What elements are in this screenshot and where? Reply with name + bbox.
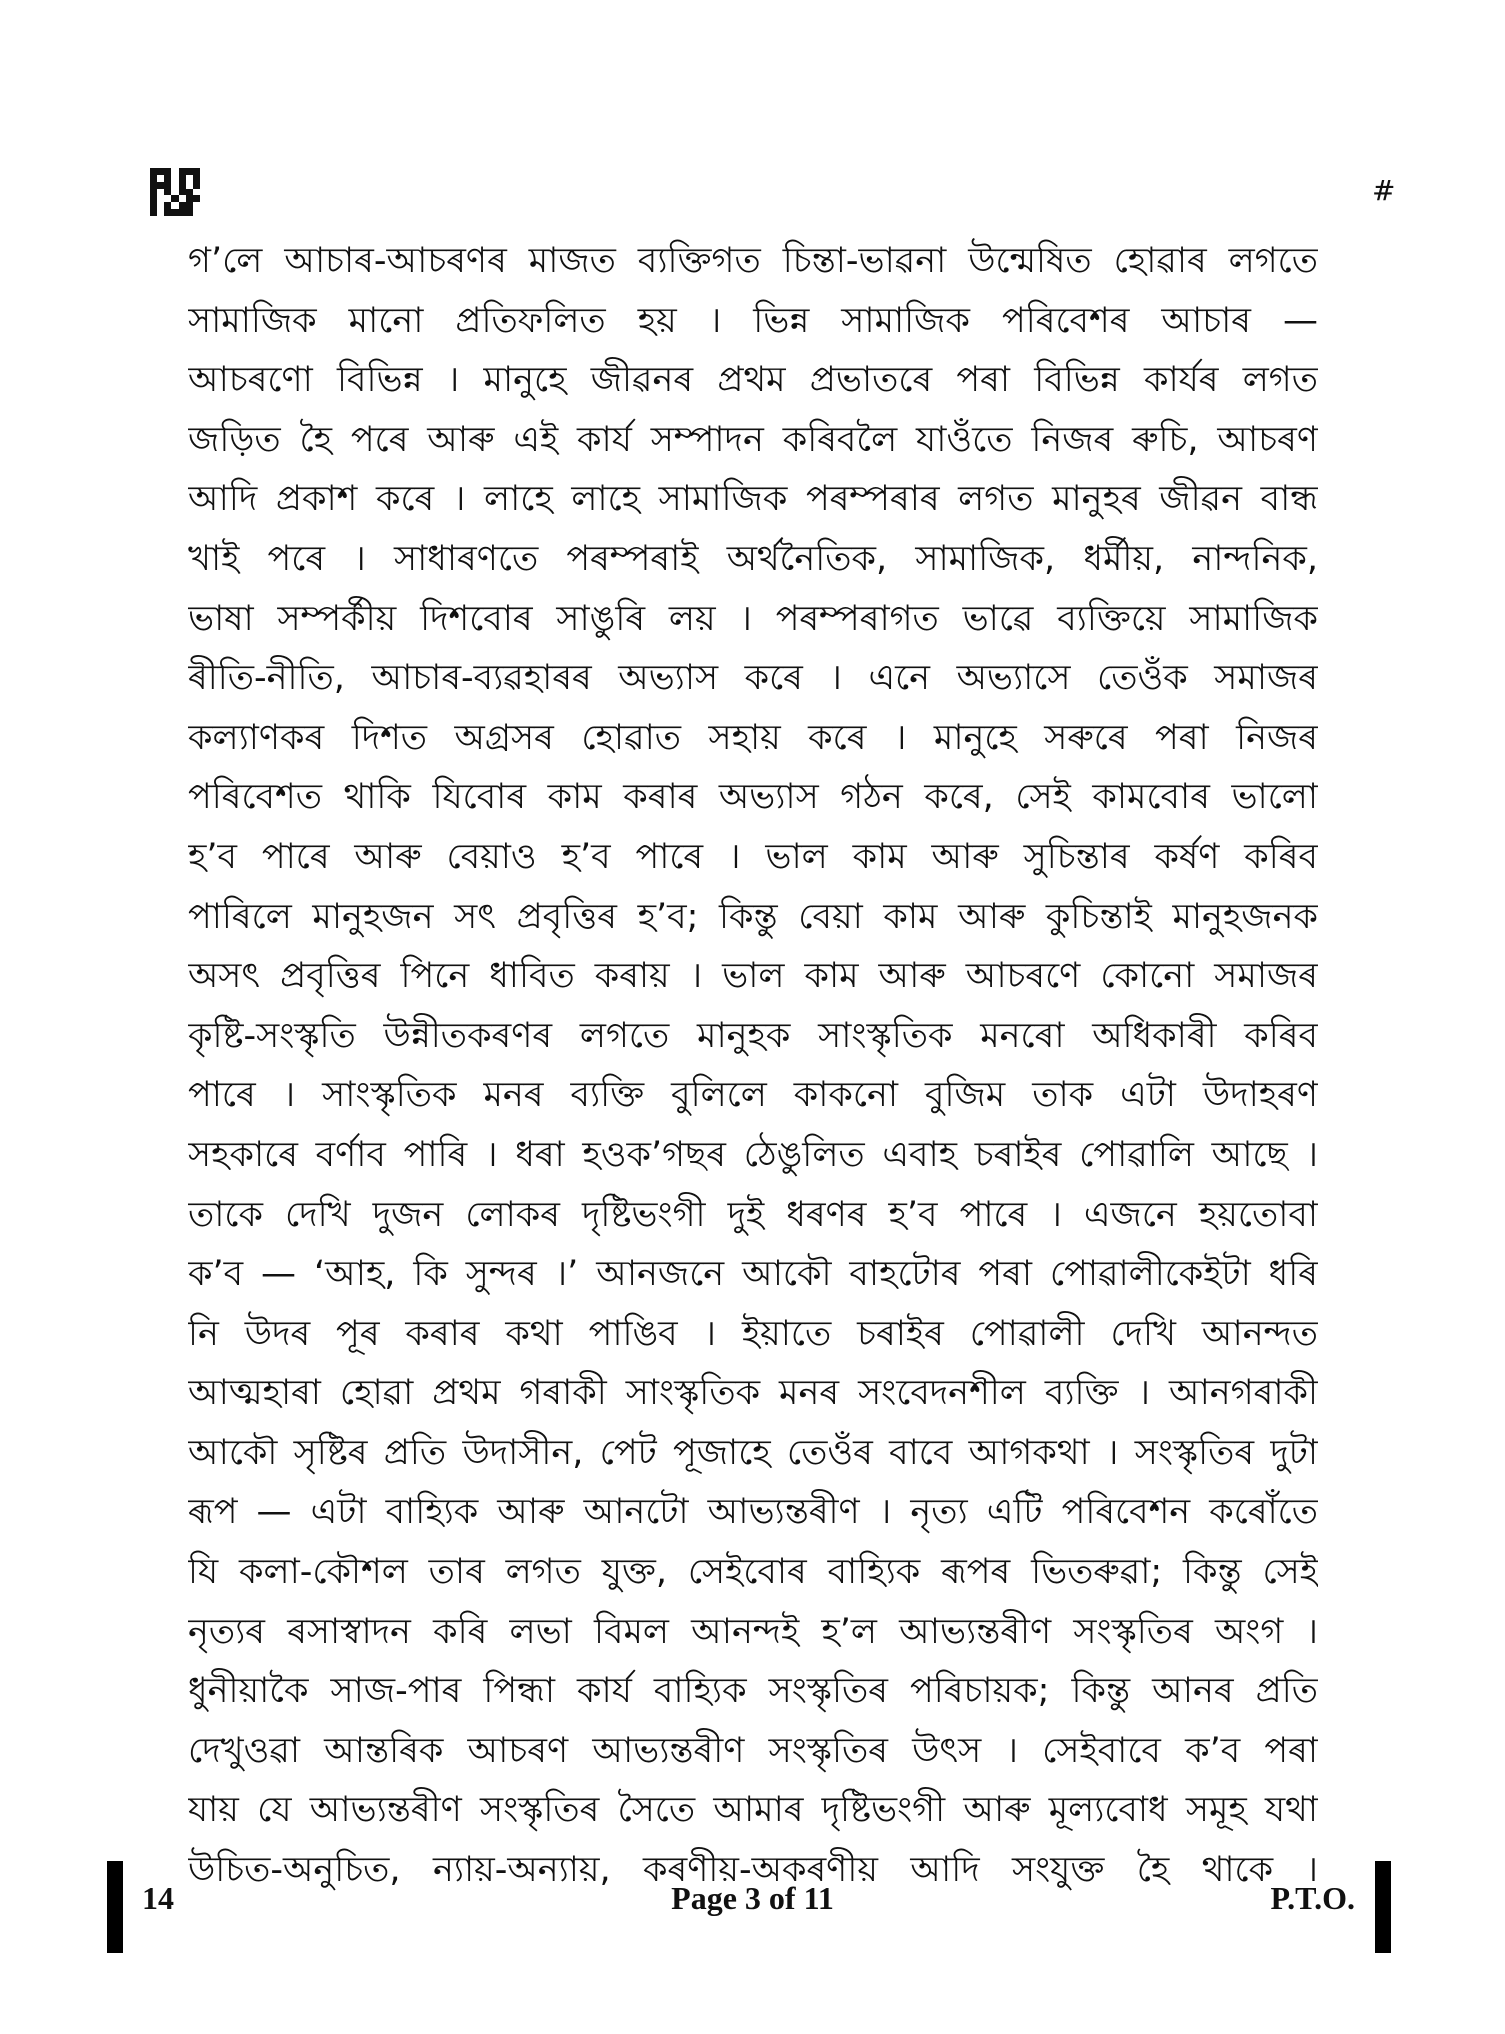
text-line: জড়িত হৈ পৰে আৰু এই কাৰ্য সম্পাদন কৰিবলৈ যাওঁতে নিজৰ ৰুচি, আচৰণ [188, 419, 1318, 460]
pto-label: P.T.O. [1270, 1880, 1355, 1916]
text-line: নি উদৰ পূৰ কৰাৰ কথা পাঙিব । ইয়াতে চৰাইৰ পোৱালী দেখি আনন্দত [188, 1313, 1318, 1354]
text-line: নৃত্যৰ ৰসাস্বাদন কৰি লভা বিমল আনন্দই হ’ল আভ্যন্তৰীণ সংস্কৃতিৰ অংগ । [188, 1611, 1318, 1652]
text-line: হ’ব পাৰে আৰু বেয়াও হ’ব পাৰে । ভাল কাম আৰু সুচিন্তাৰ কৰ্ষণ কৰিব [188, 836, 1318, 877]
footer-code: 14 [142, 1880, 174, 1916]
text-line: ক’ব — ‘আহ, কি সুন্দৰ ।’ আনজনে আকৌ বাহটোৰ পৰা পোৱালীকেইটা ধৰি [188, 1254, 1318, 1295]
text-line: উচিত-অনুচিত, ন্যায়-অন্যায়, কৰণীয়-অকৰণীয় আদি সংযুক্ত হৈ থাকে । [188, 1850, 1318, 1891]
qr-code-icon [150, 168, 200, 216]
text-line: ৰূপ — এটা বাহ্যিক আৰু আনটো আভ্যন্তৰীণ । নৃত্য এটি পৰিবেশন কৰোঁতে [188, 1492, 1318, 1533]
text-line: পাৰে । সাংস্কৃতিক মনৰ ব্যক্তি বুলিলে কাকনো বুজিম তাক এটা উদাহৰণ [188, 1075, 1318, 1116]
text-line: খাই পৰে । সাধাৰণতে পৰম্পৰাই অৰ্থনৈতিক, সামাজিক, ধৰ্মীয়, নান্দনিক, [188, 538, 1318, 579]
text-line: অসৎ প্ৰবৃত্তিৰ পিনে ধাবিত কৰায় । ভাল কাম আৰু আচৰণে কোনো সমাজৰ [188, 956, 1318, 997]
text-line: সামাজিক মানো প্ৰতিফলিত হয় । ভিন্ন সামাজিক পৰিবেশৰ আচাৰ — [188, 300, 1318, 341]
text-line: যি কলা-কৌশল তাৰ লগত যুক্ত, সেইবোৰ বাহ্যিক ৰূপৰ ভিতৰুৱা; কিন্তু সেই [188, 1552, 1318, 1593]
text-line: গ’লে আচাৰ-আচৰণৰ মাজত ব্যক্তিগত চিন্তা-ভাৱনা উন্মেষিত হোৱাৰ লগতে [188, 241, 1318, 281]
text-line: আদি প্ৰকাশ কৰে । লাহে লাহে সামাজিক পৰম্পৰাৰ লগত মানুহৰ জীৱন বান্ধ [188, 479, 1318, 520]
text-line: কল্যাণকৰ দিশত অগ্ৰসৰ হোৱাত সহায় কৰে । মানুহে সৰুৰে পৰা নিজৰ [188, 717, 1318, 758]
text-line: সহকাৰে বৰ্ণাব পাৰি । ধৰা হওক’গছৰ ঠেঙুলিত এবাহ চৰাইৰ পোৱালি আছে । [188, 1134, 1318, 1175]
right-margin-bar [1375, 1861, 1391, 1953]
text-line: আত্মহাৰা হোৱা প্ৰথম গৰাকী সাংস্কৃতিক মনৰ সংবেদনশীল ব্যক্তি । আনগৰাকী [188, 1373, 1318, 1414]
text-line: যায় যে আভ্যন্তৰীণ সংস্কৃতিৰ সৈতে আমাৰ দৃষ্টিভংগী আৰু মূল্যবোধ সমূহ যথা [188, 1790, 1318, 1831]
page-marker: # [1372, 174, 1396, 207]
text-line: পৰিবেশত থাকি যিবোৰ কাম কৰাৰ অভ্যাস গঠন কৰে, সেই কামবোৰ ভালো [188, 777, 1318, 818]
page-number: Page 3 of 11 [671, 1880, 834, 1916]
text-line: ভাষা সম্পৰ্কীয় দিশবোৰ সাঙুৰি লয় । পৰম্পৰাগত ভাৱে ব্যক্তিয়ে সামাজিক [188, 598, 1318, 639]
text-line: আকৌ সৃষ্টিৰ প্ৰতি উদাসীন, পেট পূজাহে তেওঁৰ বাবে আগকথা । সংস্কৃতিৰ দুটা [188, 1432, 1318, 1473]
passage-text [188, 232, 1318, 1901]
text-line: দেখুওৱা আন্তৰিক আচৰণ আভ্যন্তৰীণ সংস্কৃতিৰ উৎস । সেইবাবে ক’ব পৰা [188, 1730, 1318, 1771]
text-line: পাৰিলে মানুহজন সৎ প্ৰবৃত্তিৰ হ’ব; কিন্তু বেয়া কাম আৰু কুচিন্তাই মানুহজনক [188, 896, 1318, 937]
text-line: আচৰণো বিভিন্ন । মানুহে জীৱনৰ প্ৰথম প্ৰভাতৰে পৰা বিভিন্ন কাৰ্যৰ লগত [188, 360, 1318, 401]
text-line: তাকে দেখি দুজন লোকৰ দৃষ্টিভংগী দুই ধৰণৰ হ’ব পাৰে । এজনে হয়তোবা [188, 1194, 1318, 1235]
text-line: কৃষ্টি-সংস্কৃতি উন্নীতকৰণৰ লগতে মানুহক সাংস্কৃতিক মনৰো অধিকাৰী কৰিব [188, 1015, 1318, 1056]
text-line: ধুনীয়াকৈ সাজ-পাৰ পিন্ধা কাৰ্য বাহ্যিক সংস্কৃতিৰ পৰিচায়ক; কিন্তু আনৰ প্ৰতি [188, 1671, 1318, 1712]
text-line: ৰীতি-নীতি, আচাৰ-ব্যৱহাৰৰ অভ্যাস কৰে । এনে অভ্যাসে তেওঁক সমাজৰ [188, 658, 1318, 699]
